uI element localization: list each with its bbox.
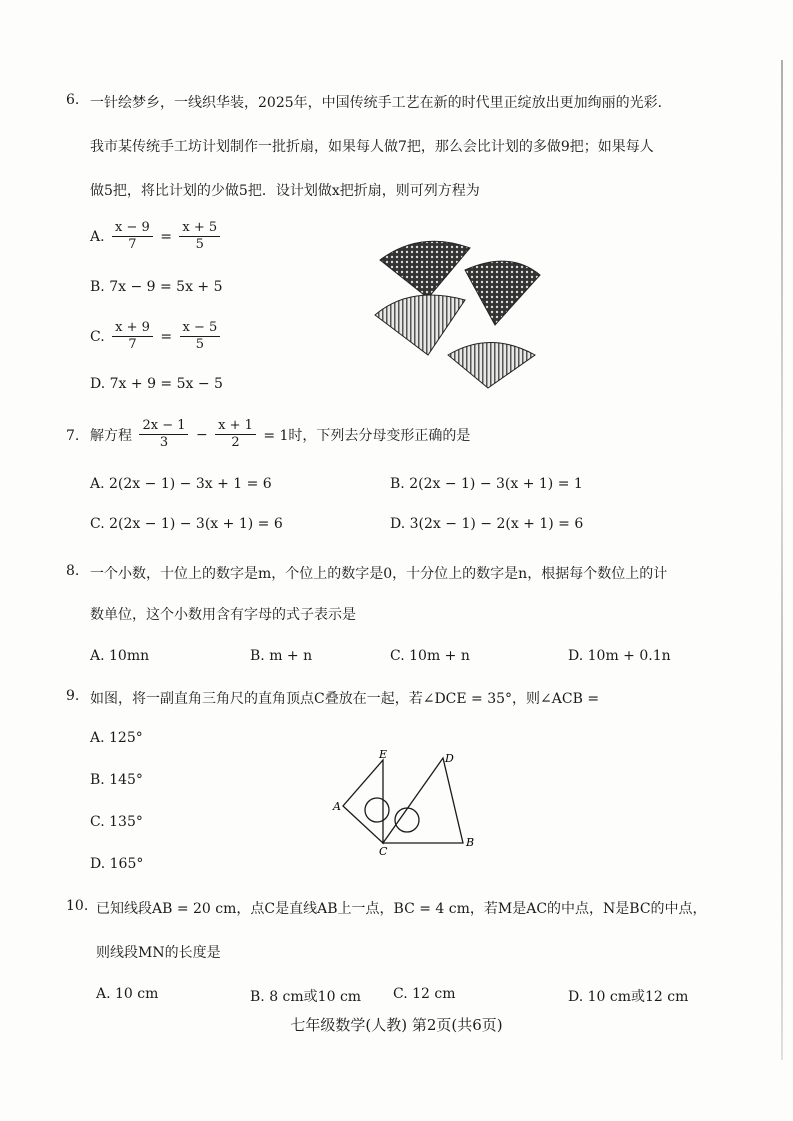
label-d: D (445, 752, 454, 765)
q6-option-c[interactable]: C. $\frac{x + 9}{7}$ = $\frac{x - 5}{5}$ (90, 320, 223, 353)
q8-option-d[interactable]: D. 10m + 0.1n (568, 648, 671, 664)
q6-line3: 做5把，将比计划的少做5把．设计划做x把折扇，则可列方程为 (90, 183, 480, 199)
q9-line1: 如图，将一副直角三角尺的直角顶点C叠放在一起，若∠DCE = 35°，则∠ACB = (90, 691, 600, 707)
q9-option-b[interactable]: B. 145° (90, 772, 143, 788)
q6-number: 6. (66, 92, 80, 108)
q6-c-left-fraction: $\frac{x + 9}{7}$ (112, 320, 153, 353)
q8-line2: 数单位，这个小数用含有字母的式子表示是 (90, 607, 356, 623)
folding-fans-illustration (370, 230, 570, 390)
q9-number: 9. (66, 688, 80, 704)
fan-icon-4 (448, 343, 535, 389)
triangle-bcd (383, 758, 463, 843)
q6-line2: 我市某传统手工坊计划制作一批折扇，如果每人做7把，那么会比计划的多做9把；如果每人 (90, 139, 654, 155)
q10-option-a[interactable]: A. 10 cm (96, 986, 159, 1002)
q10-number: 10. (66, 898, 89, 914)
q7-option-d[interactable]: D. 3(2x − 1) − 2(x + 1) = 6 (390, 516, 584, 532)
q7-option-c[interactable]: C. 2(2x − 1) − 3(x + 1) = 6 (90, 516, 283, 532)
q6-a-left-fraction: $\frac{x - 9}{7}$ (112, 220, 153, 253)
q10-option-b[interactable]: B. 8 cm或10 cm (250, 989, 362, 1005)
label-c: C (379, 845, 388, 858)
label-b: B (466, 836, 475, 849)
q7-option-a[interactable]: A. 2(2x − 1) − 3x + 1 = 6 (90, 476, 272, 492)
q9-option-d[interactable]: D. 165° (90, 856, 144, 872)
q6-option-b[interactable]: B. 7x − 9 = 5x + 5 (90, 279, 223, 295)
fan-icon-3 (375, 295, 465, 355)
q6-option-d[interactable]: D. 7x + 9 = 5x − 5 (90, 376, 223, 392)
q6-line1: 一针绘梦乡，一线织华装，2025年，中国传统手工艺在新的时代里正绽放出更加绚丽的光彩． (90, 95, 672, 111)
q7-right-fraction: $\frac{x + 1}{2}$ (215, 418, 256, 451)
triangle-hole-1 (365, 798, 389, 822)
fan-icon-1 (380, 241, 470, 298)
fan-icon-2 (465, 261, 540, 325)
q8-number: 8. (66, 563, 80, 579)
q9-option-c[interactable]: C. 135° (90, 814, 143, 830)
set-square-figure (325, 748, 485, 858)
q10-line2: 则线段MN的长度是 (96, 945, 221, 961)
q9-option-a[interactable]: A. 125° (90, 730, 143, 746)
scan-edge (781, 60, 783, 1060)
q7-option-b[interactable]: B. 2(2x − 1) − 3(x + 1) = 1 (390, 476, 583, 492)
label-e: E (379, 748, 388, 761)
q10-option-d[interactable]: D. 10 cm或12 cm (568, 989, 689, 1005)
q8-line1: 一个小数，十位上的数字是m，个位上的数字是0，十分位上的数字是n，根据每个数位上的计 (90, 566, 668, 582)
q8-option-a[interactable]: A. 10mn (90, 648, 150, 664)
q7-number: 7. (66, 428, 80, 444)
triangle-ace (343, 760, 383, 843)
label-a: A (333, 800, 341, 813)
q8-option-c[interactable]: C. 10m + n (390, 648, 470, 664)
q6-c-right-fraction: $\frac{x - 5}{5}$ (180, 320, 221, 353)
q6-option-a[interactable]: A. $\frac{x - 9}{7}$ = $\frac{x + 5}{5}$ (90, 220, 223, 253)
q7-left-fraction: $\frac{2x - 1}{3}$ (139, 418, 188, 451)
q10-line1: 已知线段AB = 20 cm，点C是直线AB上一点，BC = 4 cm，若M是AC的中点，N是BC的中点， (96, 901, 707, 917)
page-footer: 七年级数学(人教) 第2页(共6页) (290, 1016, 503, 1034)
q10-option-c[interactable]: C. 12 cm (393, 986, 456, 1002)
q7-stem: 解方程 $\frac{2x - 1}{3}$ − $\frac{x + 1}{2}$ = 1时，下列去分母变形正确的是 (90, 418, 471, 450)
q8-option-b[interactable]: B. m + n (250, 648, 313, 664)
q6-a-right-fraction: $\frac{x + 5}{5}$ (179, 220, 220, 253)
